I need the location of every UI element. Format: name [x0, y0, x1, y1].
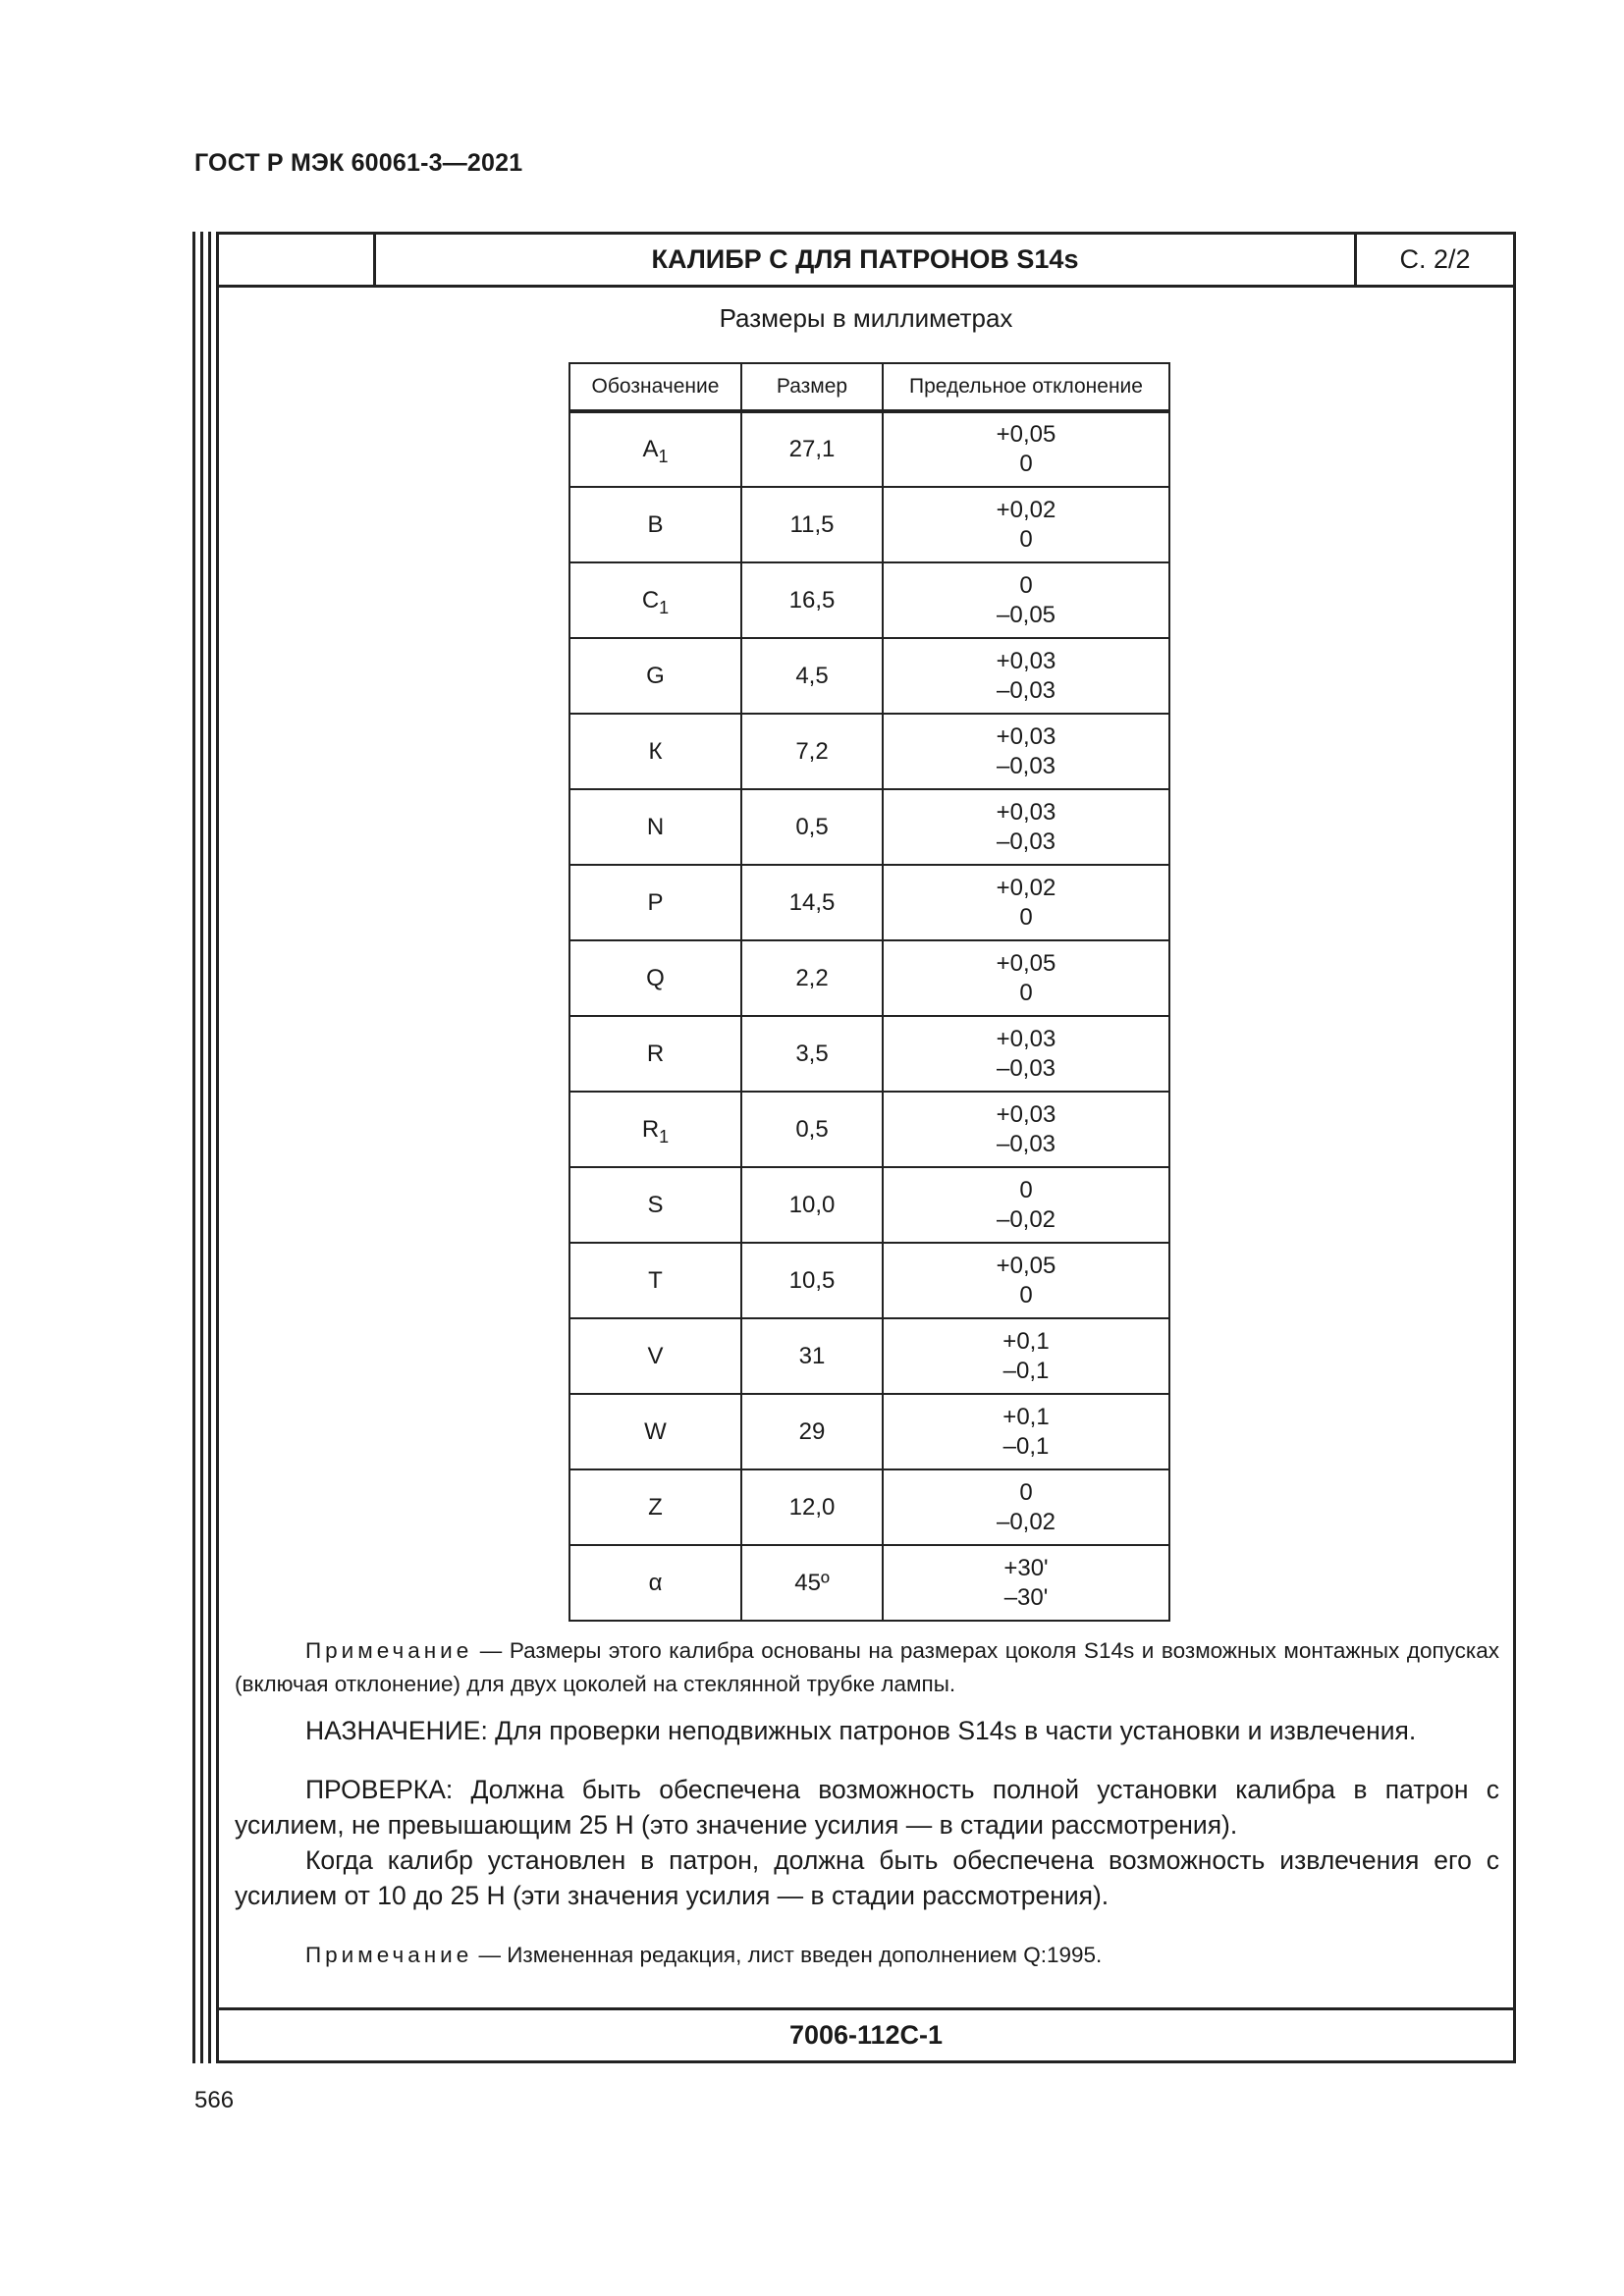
symbol-cell	[569, 940, 741, 1016]
symbol-text: A	[642, 436, 659, 462]
table-row	[569, 1016, 1169, 1092]
symbol-cell	[569, 1318, 741, 1394]
symbol-text: R	[646, 1040, 665, 1067]
symbol-subscript: 1	[659, 1126, 670, 1147]
tolerance-cell	[883, 714, 1169, 789]
upper-deviation: +0,03	[996, 798, 1056, 826]
upper-deviation: 0	[1019, 1478, 1033, 1506]
tolerance-cell	[883, 940, 1169, 1016]
tolerance-cell	[883, 1318, 1169, 1394]
lower-deviation: –30'	[1003, 1583, 1049, 1611]
symbol-text: T	[648, 1266, 663, 1294]
sheet-title: КАЛИБР С ДЛЯ ПАТРОНОВ S14s	[651, 244, 1079, 274]
symbol-cell	[569, 1469, 741, 1545]
lower-deviation: 0	[1019, 979, 1033, 1006]
table-row	[569, 562, 1169, 638]
lower-deviation: –0,03	[996, 828, 1056, 855]
table-row	[569, 411, 1169, 487]
lower-deviation: 0	[1019, 903, 1033, 931]
table-row	[569, 865, 1169, 940]
symbol-cell	[569, 714, 741, 789]
tolerance-cell	[883, 789, 1169, 865]
document-standard-header: ГОСТ Р МЭК 60061-3—2021	[194, 149, 523, 177]
symbol-cell	[569, 865, 741, 940]
margin-rule	[200, 232, 203, 2063]
title-block	[219, 235, 1513, 288]
upper-deviation: 0	[1019, 571, 1033, 599]
size-cell: 12,0	[741, 1469, 883, 1545]
size-cell: 3,5	[741, 1016, 883, 1092]
symbol-cell	[569, 638, 741, 714]
note-label: Примечание	[305, 1638, 473, 1663]
margin-rule	[208, 232, 211, 2063]
note-text: — Размеры этого калибра основаны на размерах цоколя S14s и возможных монтажных допусках (включая отклонение) для двух цоколей на стеклянной трубке лампы.	[235, 1638, 1499, 1696]
symbol-cell	[569, 1394, 741, 1469]
table-row	[569, 1318, 1169, 1394]
symbol-cell	[569, 1016, 741, 1092]
symbol-subscript: 1	[658, 447, 669, 466]
size-cell: 4,5	[741, 638, 883, 714]
upper-deviation: +0,03	[996, 1025, 1056, 1052]
table-row	[569, 1092, 1169, 1167]
upper-deviation: +0,05	[996, 421, 1056, 448]
symbol-text: V	[647, 1342, 664, 1369]
check-paragraph: ПРОВЕРКА: Должна быть обеспечена возможность полной установки калибра в патрон с усилием, не превышающим 25 Н (это значение усилия — в стадии рассмотрения).	[235, 1775, 1499, 1840]
symbol-cell	[569, 1167, 741, 1243]
size-cell: 0,5	[741, 1092, 883, 1167]
purpose-paragraph: НАЗНАЧЕНИЕ: Для проверки неподвижных патронов S14s в части установки и извлечения.	[305, 1716, 1417, 1745]
upper-deviation: +0,03	[996, 722, 1056, 750]
tolerance-cell	[883, 562, 1169, 638]
size-cell: 10,0	[741, 1167, 883, 1243]
column-header: Размер	[741, 363, 883, 411]
dimensions-table	[568, 362, 1170, 1622]
table-row	[569, 789, 1169, 865]
symbol-text: N	[646, 813, 665, 840]
table-body	[569, 411, 1169, 1621]
title-block-empty-cell	[219, 235, 376, 285]
size-cell: 27,1	[741, 411, 883, 487]
lower-deviation: –0,1	[1002, 1432, 1050, 1460]
symbol-cell	[569, 411, 741, 487]
sheet-code-block: 7006-112С-1	[219, 2007, 1513, 2060]
symbol-cell	[569, 1243, 741, 1318]
note-label: Примечание	[305, 1943, 473, 1967]
lower-deviation: –0,03	[996, 676, 1056, 704]
size-cell: 7,2	[741, 714, 883, 789]
sheet-page-indicator: С. 2/2	[1354, 235, 1513, 285]
table-row	[569, 638, 1169, 714]
symbol-text: G	[646, 662, 665, 689]
upper-deviation: +0,02	[996, 874, 1056, 901]
size-cell: 16,5	[741, 562, 883, 638]
column-header: Предельное отклонение	[883, 363, 1169, 411]
table-row	[569, 1469, 1169, 1545]
symbol-text: К	[648, 737, 663, 765]
table-row	[569, 1394, 1169, 1469]
lower-deviation: –0,03	[996, 1130, 1056, 1157]
tolerance-cell	[883, 865, 1169, 940]
lower-deviation: 0	[1019, 525, 1033, 553]
symbol-text: B	[647, 510, 664, 538]
removal-paragraph: Когда калибр установлен в патрон, должна быть обеспечена возможность извлечения его с усилием от 10 до 25 Н (эти значения усилия — в стадии рассмотрения).	[235, 1845, 1499, 1910]
tolerance-cell	[883, 638, 1169, 714]
tolerance-cell	[883, 1545, 1169, 1621]
upper-deviation: +0,03	[996, 647, 1056, 674]
note-text: — Измененная редакция, лист введен дополнением Q:1995.	[472, 1943, 1103, 1967]
table-row	[569, 487, 1169, 562]
size-cell: 31	[741, 1318, 883, 1394]
size-cell: 29	[741, 1394, 883, 1469]
symbol-text: Z	[648, 1493, 663, 1521]
lower-deviation: –0,02	[996, 1508, 1056, 1535]
size-cell: 2,2	[741, 940, 883, 1016]
upper-deviation: +0,1	[1002, 1327, 1050, 1355]
tolerance-cell	[883, 1167, 1169, 1243]
table-row	[569, 940, 1169, 1016]
tolerance-cell	[883, 1469, 1169, 1545]
upper-deviation: +0,1	[1002, 1403, 1050, 1430]
margin-rule	[192, 232, 195, 2063]
upper-deviation: 0	[1019, 1176, 1033, 1203]
upper-deviation: +0,05	[996, 1252, 1056, 1279]
symbol-text: R	[641, 1115, 660, 1143]
symbol-text: S	[647, 1191, 664, 1218]
upper-deviation: +30'	[1003, 1554, 1049, 1581]
tolerance-cell	[883, 1394, 1169, 1469]
lower-deviation: –0,1	[1002, 1357, 1050, 1384]
symbol-cell	[569, 1092, 741, 1167]
size-cell: 45º	[741, 1545, 883, 1621]
column-header: Обозначение	[569, 363, 741, 411]
size-cell: 0,5	[741, 789, 883, 865]
upper-deviation: +0,05	[996, 949, 1056, 977]
size-cell: 14,5	[741, 865, 883, 940]
lower-deviation: –0,03	[996, 1054, 1056, 1082]
symbol-cell	[569, 789, 741, 865]
page-number: 566	[194, 2087, 235, 2113]
tolerance-cell	[883, 487, 1169, 562]
tolerance-cell	[883, 1243, 1169, 1318]
table-row	[569, 1545, 1169, 1621]
size-cell: 11,5	[741, 487, 883, 562]
upper-deviation: +0,03	[996, 1100, 1056, 1128]
symbol-cell	[569, 487, 741, 562]
table-header-row	[569, 363, 1169, 411]
units-caption: Размеры в миллиметрах	[719, 303, 1013, 333]
symbol-subscript: 1	[659, 597, 670, 617]
upper-deviation: +0,02	[996, 496, 1056, 523]
table-row	[569, 1167, 1169, 1243]
symbol-text: C	[641, 586, 660, 614]
symbol-cell	[569, 562, 741, 638]
sheet-frame	[216, 232, 1516, 2063]
symbol-text: W	[644, 1417, 667, 1445]
symbol-cell	[569, 1545, 741, 1621]
lower-deviation: 0	[1019, 451, 1033, 477]
lower-deviation: –0,02	[996, 1205, 1056, 1233]
note-paragraph	[235, 1939, 1499, 1972]
tolerance-cell	[883, 411, 1169, 487]
size-cell: 10,5	[741, 1243, 883, 1318]
note-paragraph	[235, 1634, 1499, 1701]
table-row	[569, 714, 1169, 789]
lower-deviation: –0,05	[996, 601, 1056, 628]
symbol-text: α	[648, 1569, 663, 1596]
notes-section	[235, 1634, 1499, 1972]
symbol-text: Q	[646, 964, 665, 991]
lower-deviation: –0,03	[996, 752, 1056, 779]
table-row	[569, 1243, 1169, 1318]
tolerance-cell	[883, 1016, 1169, 1092]
symbol-text: P	[647, 888, 664, 916]
lower-deviation: 0	[1019, 1281, 1033, 1308]
tolerance-cell	[883, 1092, 1169, 1167]
